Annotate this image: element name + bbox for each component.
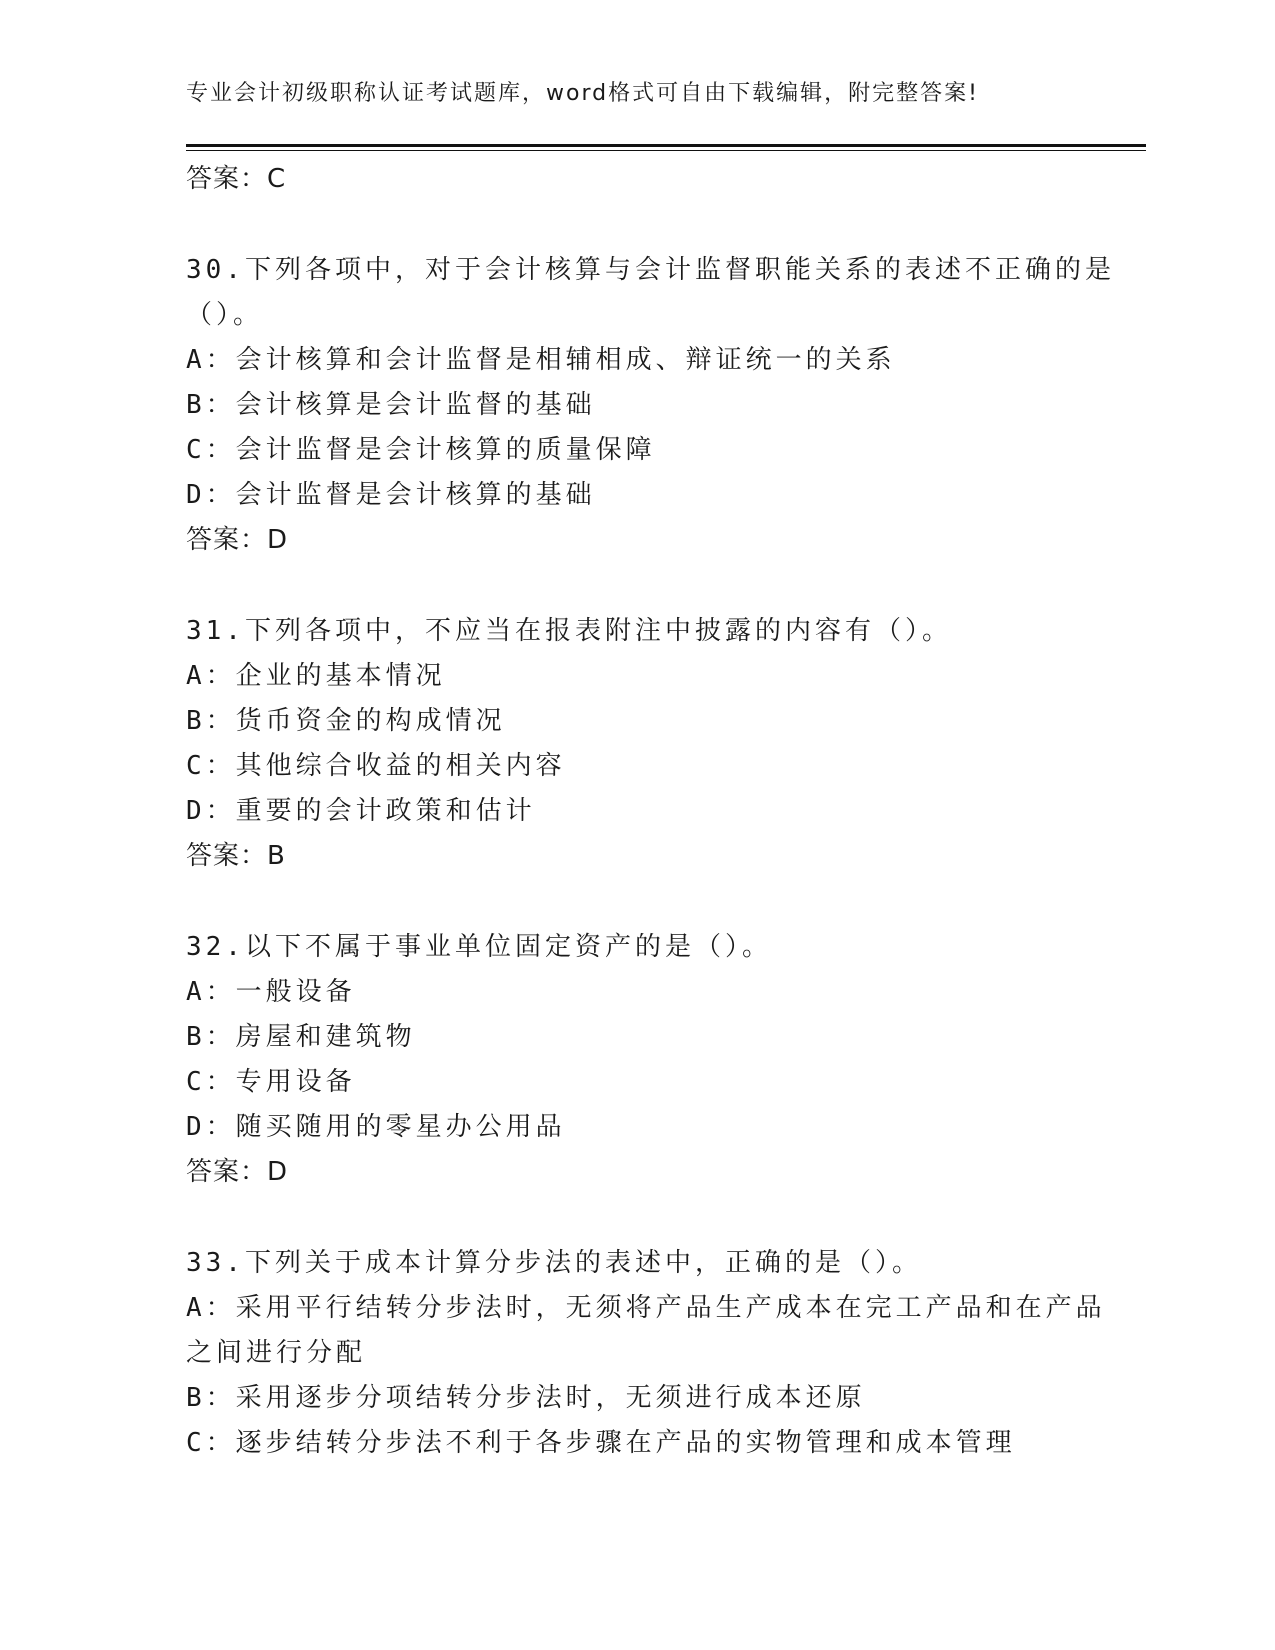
- option-c: C：其他综合收益的相关内容: [186, 751, 566, 781]
- answer-line: 答案：D: [186, 1157, 289, 1187]
- question-33: [186, 1241, 1106, 1466]
- answer-line: 答案：D: [186, 525, 289, 555]
- option-d: D：会计监督是会计核算的基础: [186, 480, 596, 510]
- option-b: B：会计核算是会计监督的基础: [186, 390, 596, 420]
- option-d: D：随买随用的零星办公用品: [186, 1112, 566, 1142]
- option-a: A：一般设备: [186, 977, 356, 1007]
- question-32: [186, 925, 1086, 1195]
- question-stem: 33.下列关于成本计算分步法的表述中，正确的是（）。: [186, 1248, 922, 1278]
- question-30: [186, 248, 1115, 563]
- header-rule-thin: [186, 150, 1146, 151]
- option-a: A：采用平行结转分步法时，无须将产品生产成本在完工产品和在产品: [186, 1293, 1106, 1323]
- answer-line: 答案：C: [186, 164, 287, 194]
- question-stem: 32.以下不属于事业单位固定资产的是（）。: [186, 932, 772, 962]
- question-stem-continued: （）。: [186, 300, 264, 330]
- option-b: B：采用逐步分项结转分步法时，无须进行成本还原: [186, 1383, 866, 1413]
- option-a: A：会计核算和会计监督是相辅相成、辩证统一的关系: [186, 345, 896, 375]
- question-stem: 31.下列各项中，不应当在报表附注中披露的内容有（）。: [186, 616, 952, 646]
- option-b: B：房屋和建筑物: [186, 1022, 416, 1052]
- option-a-continued: 之间进行分配: [186, 1338, 367, 1368]
- header-rule-thick: [186, 144, 1146, 147]
- option-d: D：重要的会计政策和估计: [186, 796, 536, 826]
- option-c: C：会计监督是会计核算的质量保障: [186, 435, 656, 465]
- option-b: B：货币资金的构成情况: [186, 706, 506, 736]
- option-c: C：专用设备: [186, 1067, 356, 1097]
- question-stem: 30.下列各项中，对于会计核算与会计监督职能关系的表述不正确的是: [186, 255, 1115, 285]
- page-header: 专业会计初级职称认证考试题库，word格式可自由下载编辑，附完整答案!: [186, 81, 979, 106]
- question-list: [186, 157, 1115, 1466]
- question-31: [186, 609, 1086, 879]
- option-a: A：企业的基本情况: [186, 661, 446, 691]
- option-c: C：逐步结转分步法不利于各步骤在产品的实物管理和成本管理: [186, 1428, 1016, 1458]
- answer-line: 答案：B: [186, 841, 286, 871]
